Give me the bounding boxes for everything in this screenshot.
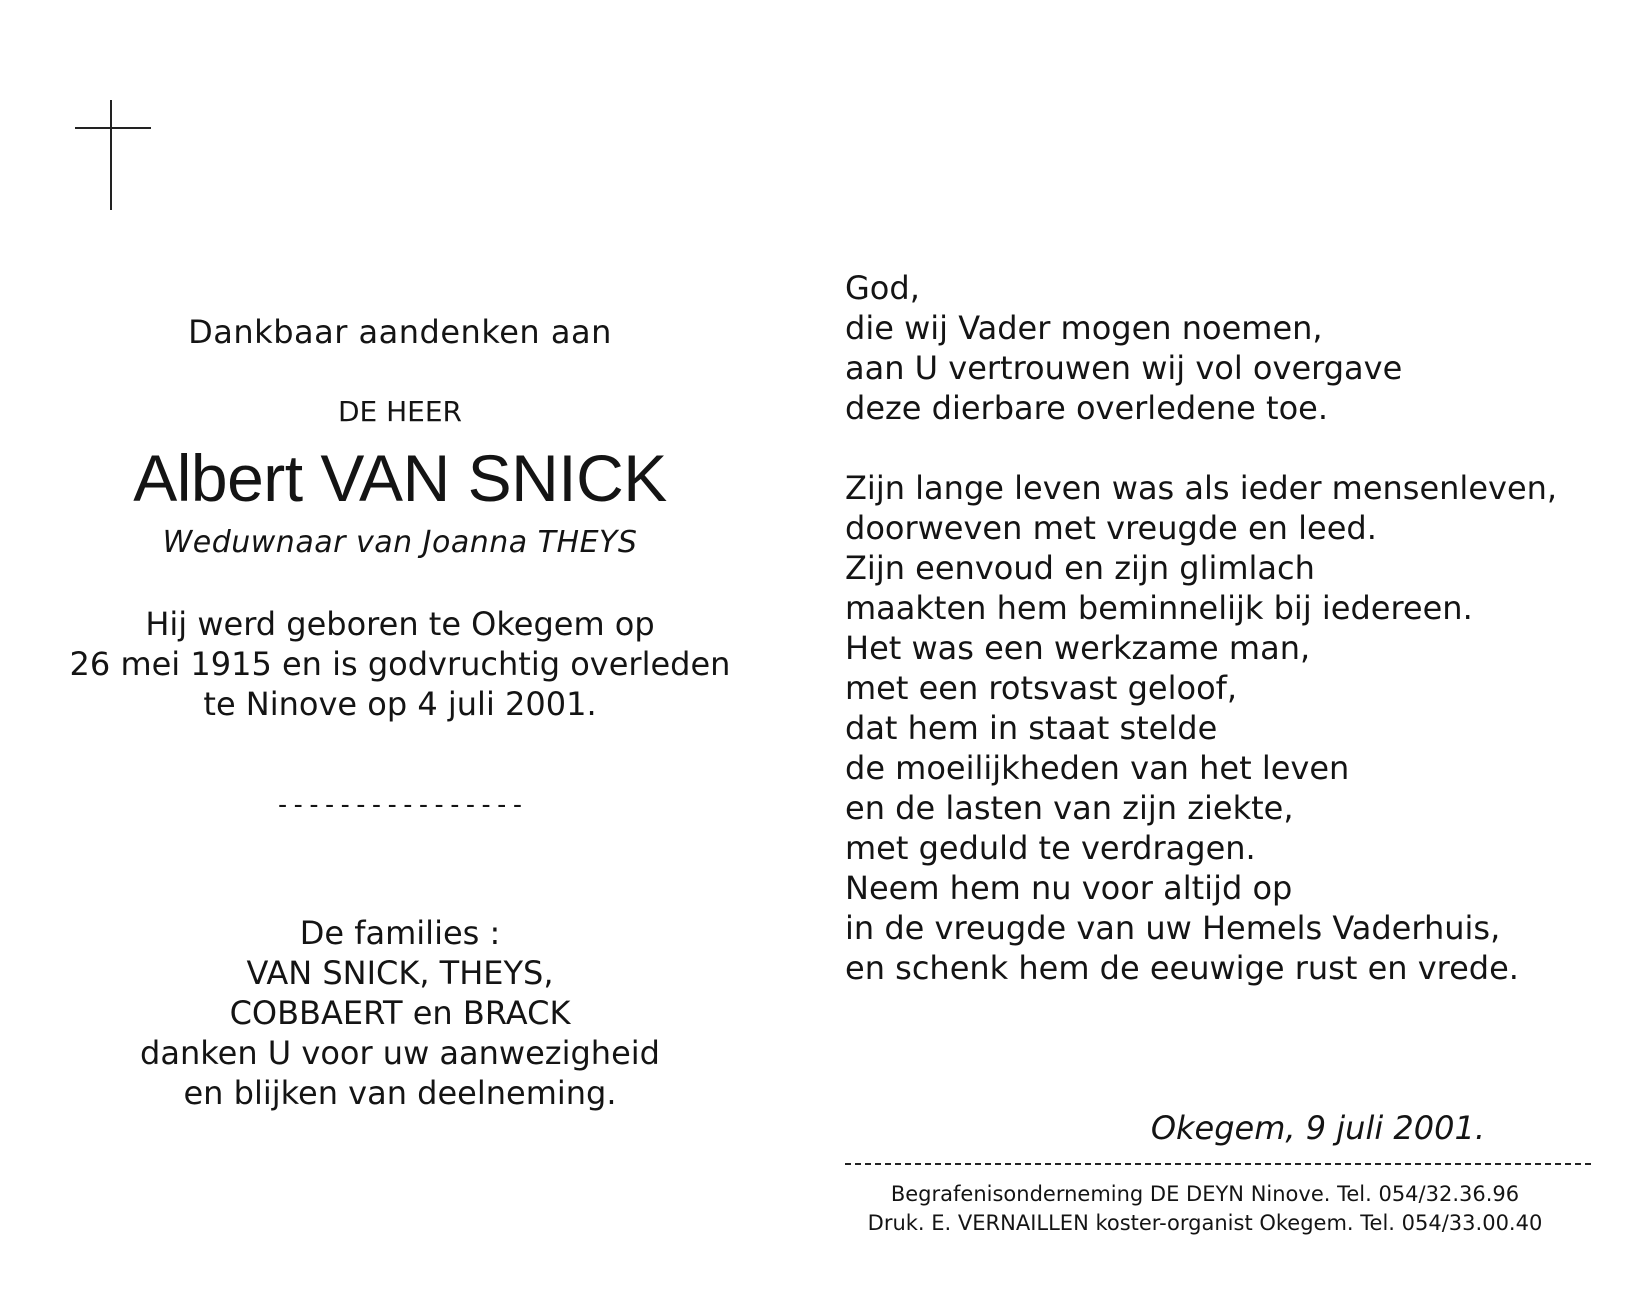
prayer-line: God, [845,269,920,307]
families-line: danken U voor uw aanwezigheid [140,1034,660,1072]
families-line: COBBAERT en BRACK [229,994,571,1032]
families-line: VAN SNICK, THEYS, [246,954,554,992]
cross-vertical-bar [110,100,112,210]
prayer-line: doorweven met vreugde en leed. [845,509,1377,547]
place-date: Okegem, 9 juli 2001. [1150,1109,1485,1147]
deceased-name: Albert VAN SNICK [133,441,667,515]
section-divider: ---------------- [274,790,526,820]
families-line: en blijken van deelneming. [183,1074,617,1112]
families-thanks [40,913,760,1113]
prayer-line: die wij Vader mogen noemen, [845,309,1323,347]
imprint-line: Begrafenisonderneming DE DEYN Ninove. Tel. 054/32.36.96 [890,1182,1520,1206]
prayer-line: met geduld te verdragen. [845,829,1256,867]
birth-death-details [40,604,760,724]
imprint [845,1180,1565,1238]
widower-of: Weduwnaar van Joanna THEYS [162,525,638,560]
dashed-rule [845,1163,1591,1165]
prayer-line: Zijn eenvoud en zijn glimlach [845,549,1315,587]
birth-line: Hij werd geboren te Okegem op [145,605,655,643]
birth-line: te Ninove op 4 juli 2001. [203,685,597,723]
prayer-line: dat hem in staat stelde [845,709,1218,747]
intro-text: Dankbaar aandenken aan [188,313,612,351]
prayer-line: Neem hem nu voor altijd op [845,869,1293,907]
imprint-line: Druk. E. VERNAILLEN koster-organist Okegem. Tel. 054/33.00.40 [867,1211,1543,1235]
cross-horizontal-bar [75,127,151,129]
title-prefix: DE HEER [337,395,463,428]
prayer-line: deze dierbare overledene toe. [845,389,1328,427]
prayer-line: maakten hem beminnelijk bij iedereen. [845,589,1473,627]
birth-line: 26 mei 1915 en is godvruchtig overleden [69,645,731,683]
prayer-line: Zijn lange leven was als ieder mensenleven, [845,469,1558,507]
prayer-line: met een rotsvast geloof, [845,669,1238,707]
prayer-line: de moeilijkheden van het leven [845,749,1350,787]
prayer-line: Het was een werkzame man, [845,629,1311,667]
prayer-line: en de lasten van zijn ziekte, [845,789,1294,827]
prayer-line: en schenk hem de eeuwige rust en vrede. [845,949,1519,987]
prayer-text [845,268,1625,988]
stanza-gap [845,428,1625,468]
prayer-line: aan U vertrouwen wij vol overgave [845,349,1403,387]
prayer-line: in de vreugde van uw Hemels Vaderhuis, [845,909,1501,947]
families-line: De families : [299,914,501,952]
